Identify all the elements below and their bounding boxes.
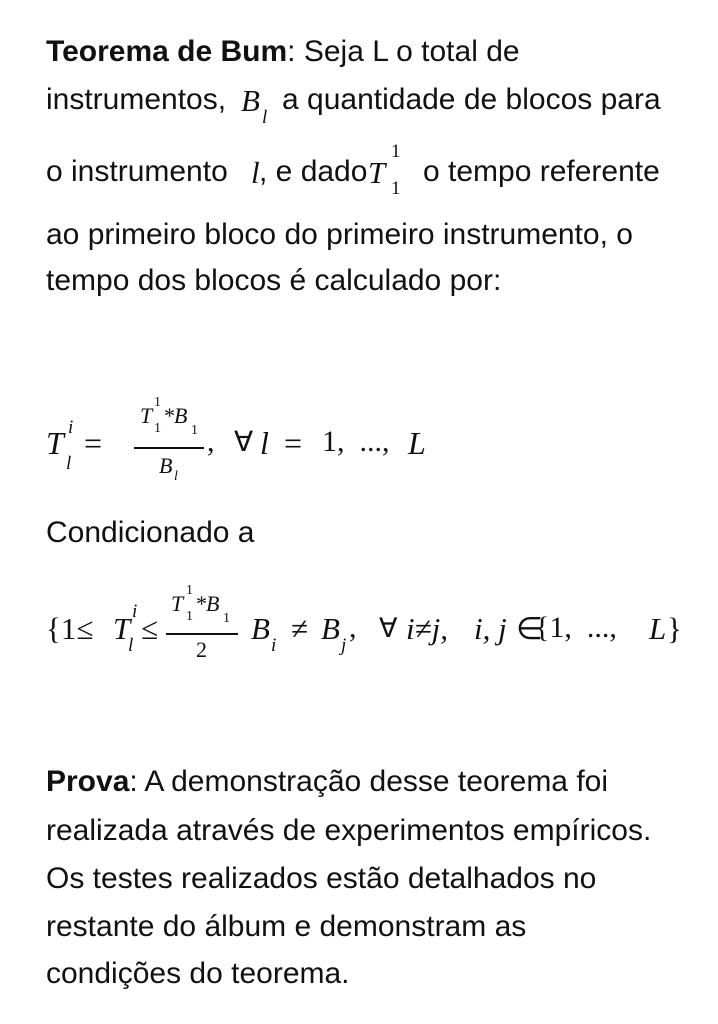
math-B: B xyxy=(241,83,260,118)
math-superscript: 1 xyxy=(391,141,401,162)
math-subscript: l xyxy=(262,107,268,128)
theorem-line-2: instrumentos, B l a quantidade de blocos para xyxy=(46,83,661,128)
page: Teorema de Bum: Seja L o total de instrumentos, B l a quantidade de blocos para o instrumento l , e dado T 1 1 o tempo referente ao primeiro bloco do primeiro instrumento, o tempo dos blocos é calculado por: T i l = T 1 1 *B 1 B l , ∀ l = 1, ..., L Condicionado a {1≤ T i l ≤ T 1 1 *B 1 2 B i ≠ B j , ∀ i≠j, i, j ∈ {1, ..., L } Prova: A demonstração desse teorema foi realizada através de experimentos empíricos. Os testes realizados estão detalhados no restante do álbum e demonstram as condições do teorema. xyxy=(0,0,718,1024)
theorem-line-4: ao primeiro bloco do primeiro instrumento, o xyxy=(46,218,633,251)
fraction-bar xyxy=(166,633,238,635)
proof-line-3: Os testes realizados estão detalhados no xyxy=(46,862,597,895)
proof-line-2: realizada através de experimentos empíricos. xyxy=(46,814,652,847)
theorem-line-3: o instrumento l , e dado T 1 1 o tempo referente xyxy=(46,141,660,199)
math-T: T xyxy=(368,155,386,190)
proof-line-5: condições do teorema. xyxy=(46,957,350,990)
formula-main: T i l = T 1 1 *B 1 B l , ∀ l = 1, ..., L xyxy=(46,395,426,484)
math-l: l xyxy=(251,155,260,190)
proof-line-1: Prova: A demonstração desse teorema foi xyxy=(46,765,609,798)
proof-title: Prova xyxy=(46,765,130,798)
proof-line-4: restante do álbum e demonstram as xyxy=(46,910,527,943)
theorem-line-1: Teorema de Bum: Seja L o total de xyxy=(46,35,520,68)
formula-condition: {1≤ T i l ≤ T 1 1 *B 1 2 B i ≠ B j , ∀ i≠j, i, j ∈ {1, ..., L } xyxy=(46,583,682,662)
theorem-line-5: tempo dos blocos é calculado por: xyxy=(46,264,502,297)
theorem-title: Teorema de Bum xyxy=(46,35,288,68)
math-subscript: 1 xyxy=(391,178,401,199)
fraction-bar xyxy=(134,447,204,449)
